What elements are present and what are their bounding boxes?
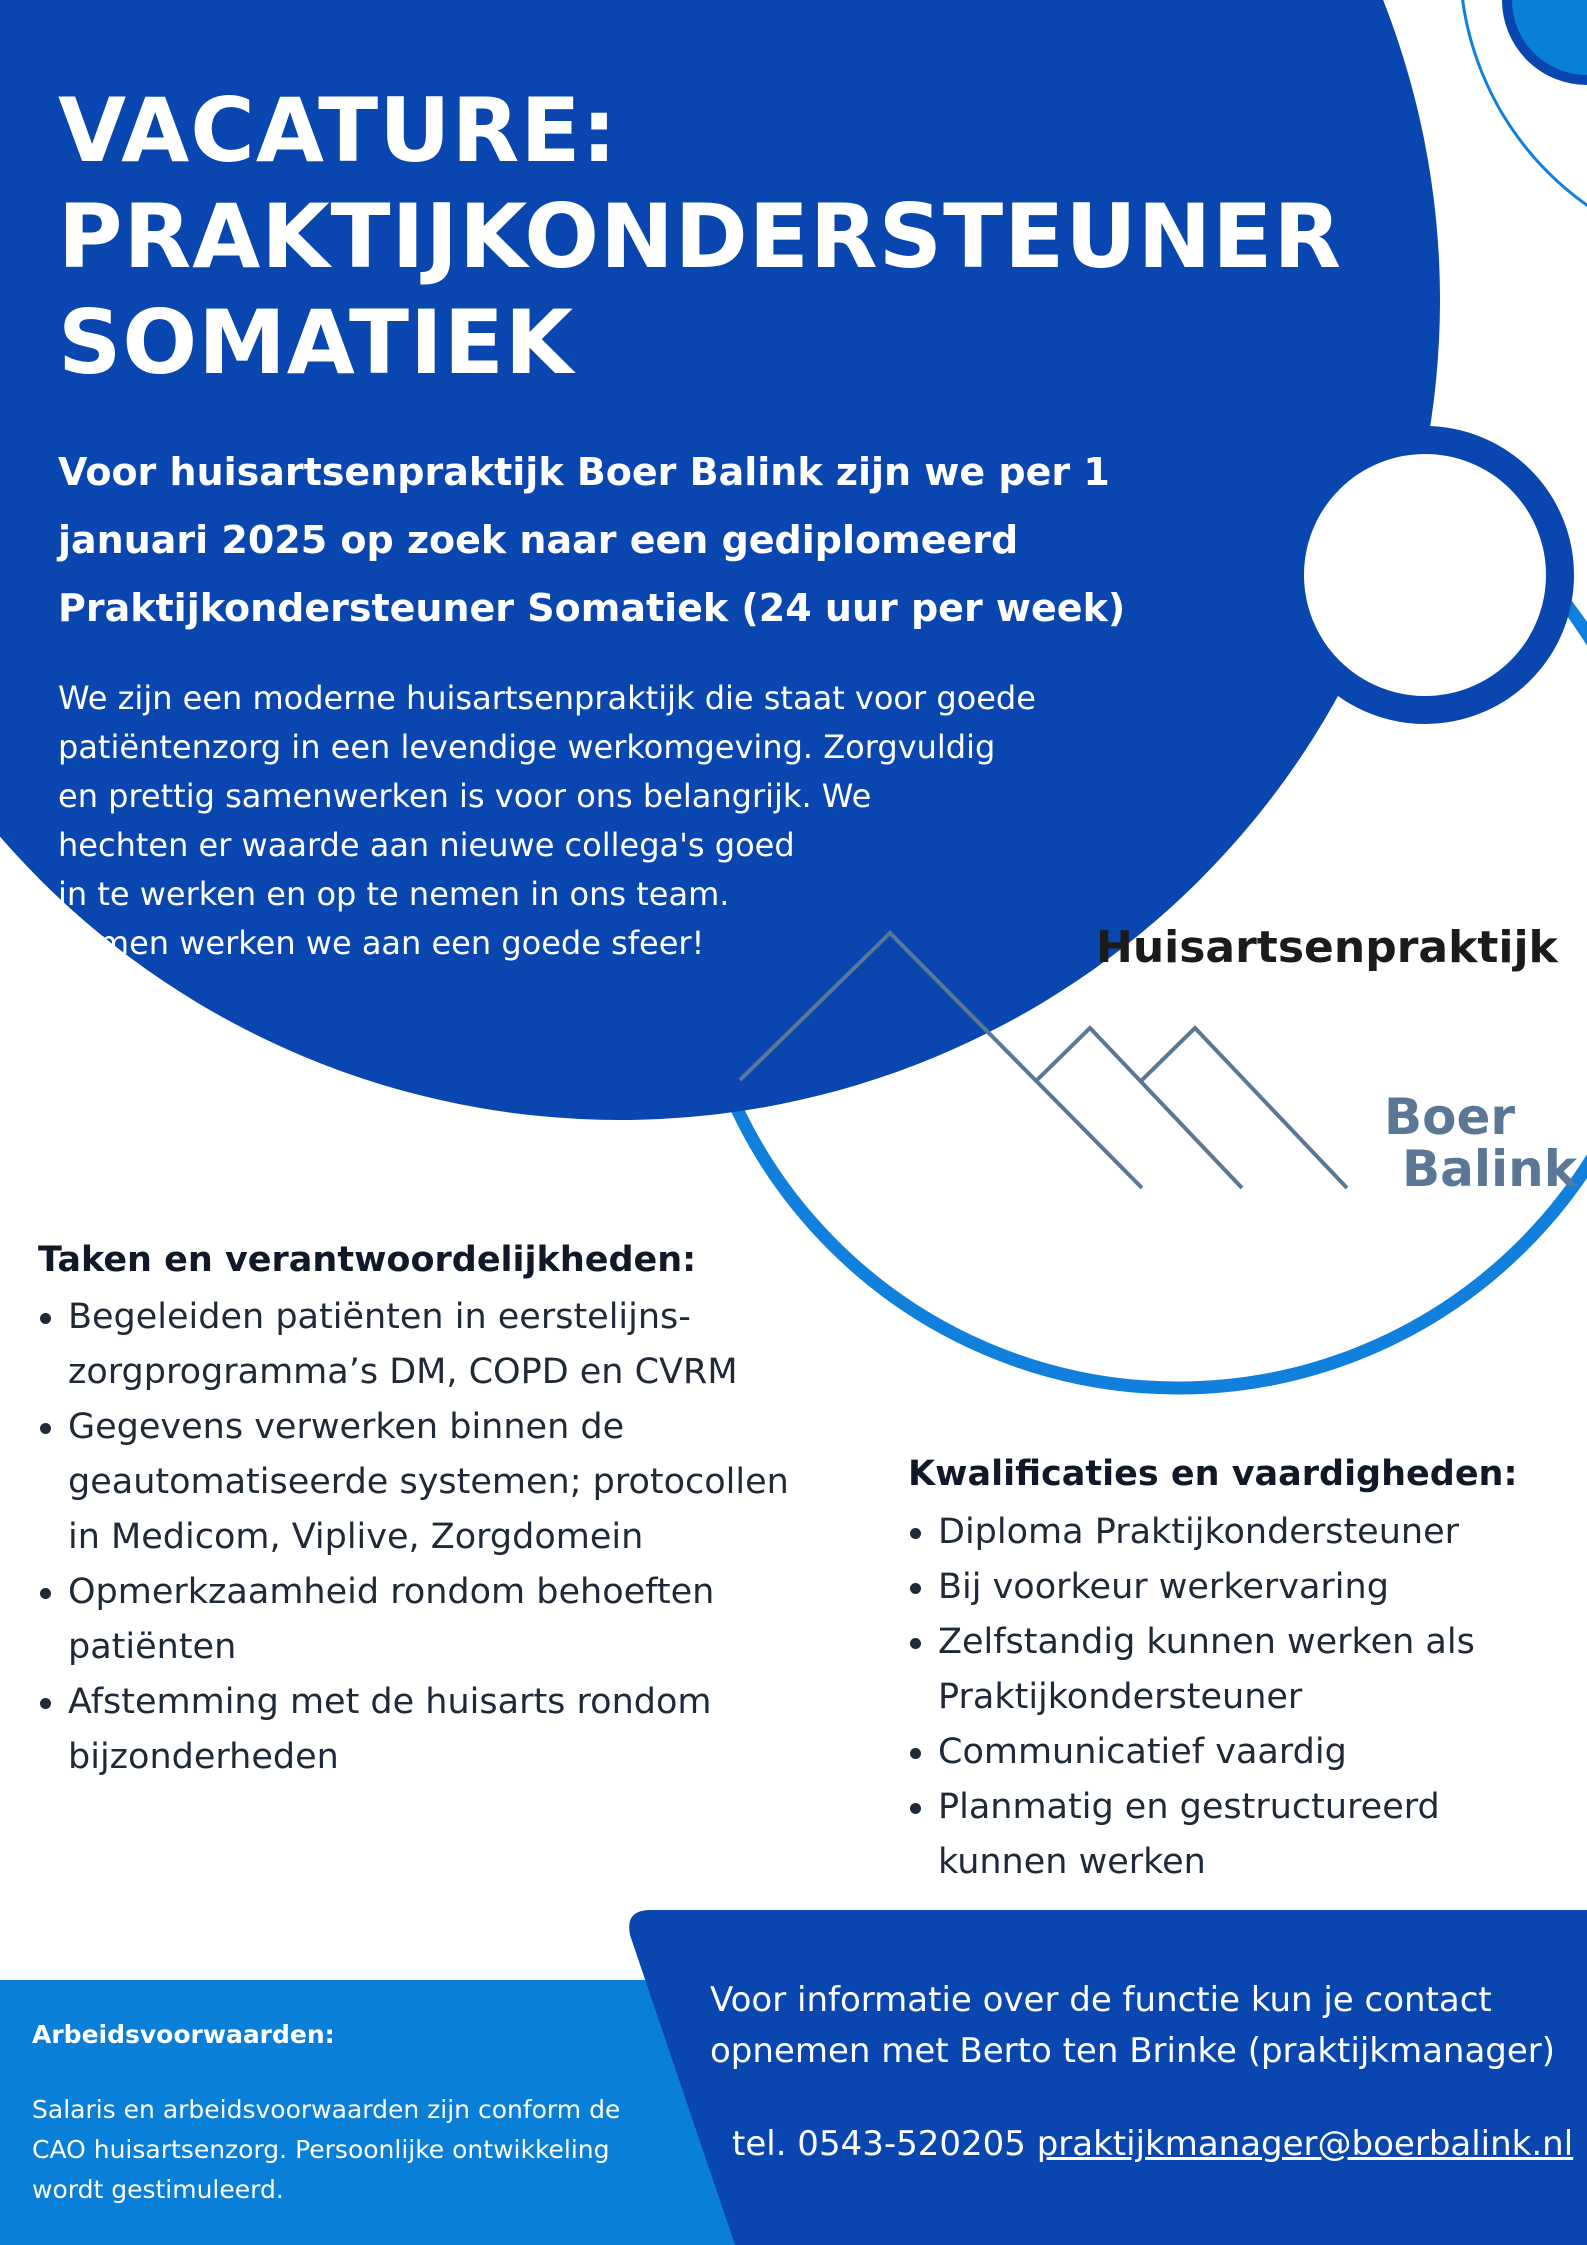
terms-line: CAO huisartsenzorg. Persoonlijke ontwikkeling [32,2135,610,2164]
page-title [58,78,1458,396]
list-item-line: in Medicom, Viplive, Zorgdomein [68,1517,644,1557]
title-line: VACATURE: [58,79,618,182]
intro-line: hechten er waarde aan nieuwe collega's goed [58,826,795,864]
list-item [38,1565,858,1675]
list-item [908,1725,1548,1780]
small-ring-circle [1290,440,1560,710]
title-line: SOMATIEK [58,291,575,394]
list-item [38,1290,858,1400]
tasks-title: Taken en verantwoordelijkheden: [38,1240,697,1280]
subtitle-line: Praktijkondersteuner Somatiek (24 uur per week) [58,586,1126,630]
phone-number: tel. 0543-520205 [732,2124,1026,2164]
corner-circle [1507,0,1587,80]
terms-title: Arbeidsvoorwaarden: [32,2020,335,2049]
subtitle-line: januari 2025 op zoek naar een gediplomeerd [58,518,1019,562]
list-item-line: kunnen werken [938,1842,1206,1882]
tasks-list [38,1290,858,1785]
qualifications-list [908,1505,1548,1890]
list-item-line: Bij voorkeur werkervaring [938,1567,1389,1607]
contact-panel [629,1910,1587,2245]
contact-line: Voor informatie over de functie kun je contact [710,1980,1492,2020]
logo-top-text: Huisartsenpraktijk [1096,922,1558,973]
intro-line: patiëntenzorg in een levendige werkomgeving. Zorgvuldig [58,728,996,766]
qualifications-section [908,1505,1548,1890]
terms-line: wordt gestimuleerd. [32,2175,284,2204]
list-item-line: geautomatiseerde systemen; protocollen [68,1462,789,1502]
list-item-line: Zelfstandig kunnen werken als [938,1622,1475,1662]
contact-text [710,1975,1555,2077]
logo-name-line2: Balink [1402,1140,1577,1198]
list-item-line: Opmerkzaamheid rondom behoeften [68,1572,715,1612]
list-item-line: Gegevens verwerken binnen de [68,1407,625,1447]
intro-line: Samen werken we aan een goede sfeer! [58,924,705,962]
list-item-line: zorgprogramma’s DM, COPD en CVRM [68,1352,738,1392]
intro-line: en prettig samenwerken is voor ons belangrijk. We [58,777,872,815]
intro-paragraph [58,674,1118,968]
qualifications-title: Kwalificaties en vaardigheden: [908,1454,1518,1494]
contact-details [732,2124,1573,2164]
logo-name-line1: Boer [1384,1088,1516,1146]
list-item-line: Planmatig en gestructureerd [938,1787,1440,1827]
intro-line: in te werken en op te nemen in ons team. [58,875,730,913]
list-item-line: Communicatief vaardig [938,1732,1347,1772]
email-link[interactable]: praktijkmanager@boerbalink.nl [1036,2124,1574,2164]
subtitle [58,438,1126,642]
title-line: PRAKTIJKONDERSTEUNER [58,185,1343,288]
list-item [38,1400,858,1565]
list-item-line: Begeleiden patiënten in eerstelijns- [68,1297,691,1337]
intro-line: We zijn een moderne huisartsenpraktijk die staat voor goede [58,679,1036,717]
list-item [908,1560,1548,1615]
terms-line: Salaris en arbeidsvoorwaarden zijn conform de [32,2095,621,2124]
list-item-line: bijzonderheden [68,1737,339,1777]
terms-text [32,2090,712,2210]
list-item [38,1675,858,1785]
list-item-line: Diploma Praktijkondersteuner [938,1512,1460,1552]
list-item [908,1615,1548,1725]
subtitle-line: Voor huisartsenpraktijk Boer Balink zijn we per 1 [58,450,1110,494]
list-item-line: Afstemming met de huisarts rondom [68,1682,712,1722]
list-item-line: Praktijkondersteuner [938,1677,1303,1717]
list-item [908,1505,1548,1560]
contact-line: opnemen met Berto ten Brinke (praktijkmanager) [710,2031,1556,2071]
list-item [908,1780,1548,1890]
tasks-section [38,1290,858,1785]
list-item-line: patiënten [68,1627,237,1667]
